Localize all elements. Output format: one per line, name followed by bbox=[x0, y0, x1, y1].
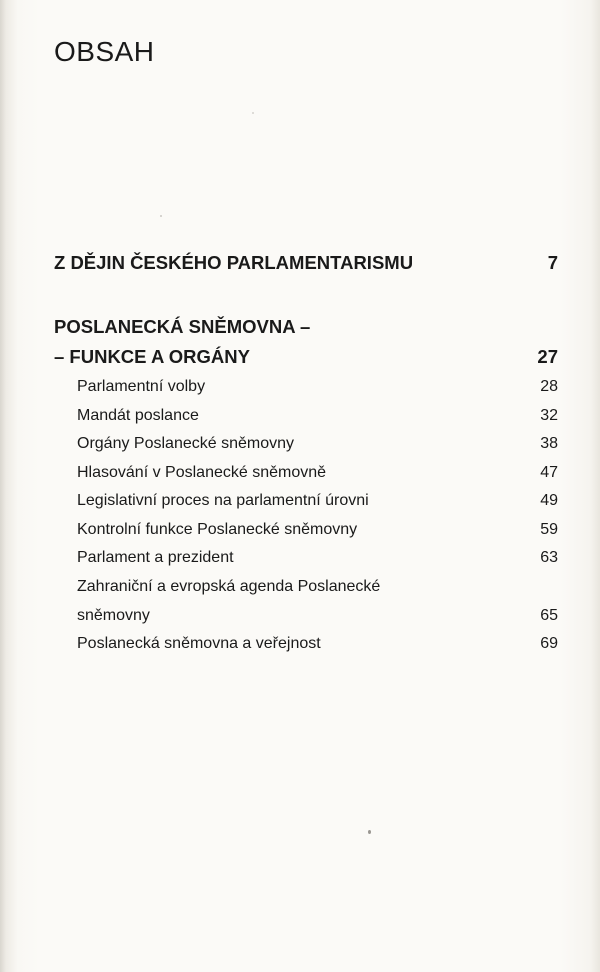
paper-speck bbox=[368, 830, 371, 834]
entry-title: Poslanecká sněmovna a veřejnost bbox=[77, 635, 321, 652]
chapter-title-line-2: – FUNKCE A ORGÁNY bbox=[54, 346, 250, 367]
entry-title: Mandát poslance bbox=[77, 407, 199, 424]
entry-title: Legislativní proces na parlamentní úrovni bbox=[77, 492, 369, 509]
chapter-page-number: 27 bbox=[537, 346, 558, 367]
chapter-title: Z DĚJIN ČESKÉHO PARLAMENTARISMU bbox=[54, 252, 414, 273]
entry-title: Kontrolní funkce Poslanecké sněmovny bbox=[77, 521, 358, 538]
chapter-page-number: 7 bbox=[547, 252, 558, 273]
entry-title-line-2: sněmovny bbox=[77, 607, 150, 624]
entry-page-number: 63 bbox=[540, 549, 558, 566]
entry-page-number: 49 bbox=[540, 492, 558, 509]
entry-title: Hlasování v Poslanecké sněmovně bbox=[77, 464, 327, 481]
entry-page-number: 38 bbox=[540, 435, 558, 452]
entry-page-number: 28 bbox=[540, 378, 558, 395]
page-heading: OBSAH bbox=[54, 36, 155, 67]
entry-page-number: 47 bbox=[540, 464, 558, 481]
chapter-title-line-1: POSLANECKÁ SNĚMOVNA – bbox=[54, 316, 311, 337]
entry-page-number: 32 bbox=[540, 407, 558, 424]
paper-speck bbox=[252, 112, 254, 114]
entry-title-line-1: Zahraniční a evropská agenda Poslanecké bbox=[77, 578, 381, 595]
paper-speck bbox=[160, 215, 162, 217]
entry-title: Orgány Poslanecké sněmovny bbox=[77, 435, 294, 452]
entry-title: Parlamentní volby bbox=[77, 378, 206, 395]
entry-title: Parlament a prezident bbox=[77, 549, 234, 566]
entry-page-number: 69 bbox=[540, 635, 558, 652]
entry-page-number: 59 bbox=[540, 521, 558, 538]
entry-page-number: 65 bbox=[540, 607, 558, 624]
